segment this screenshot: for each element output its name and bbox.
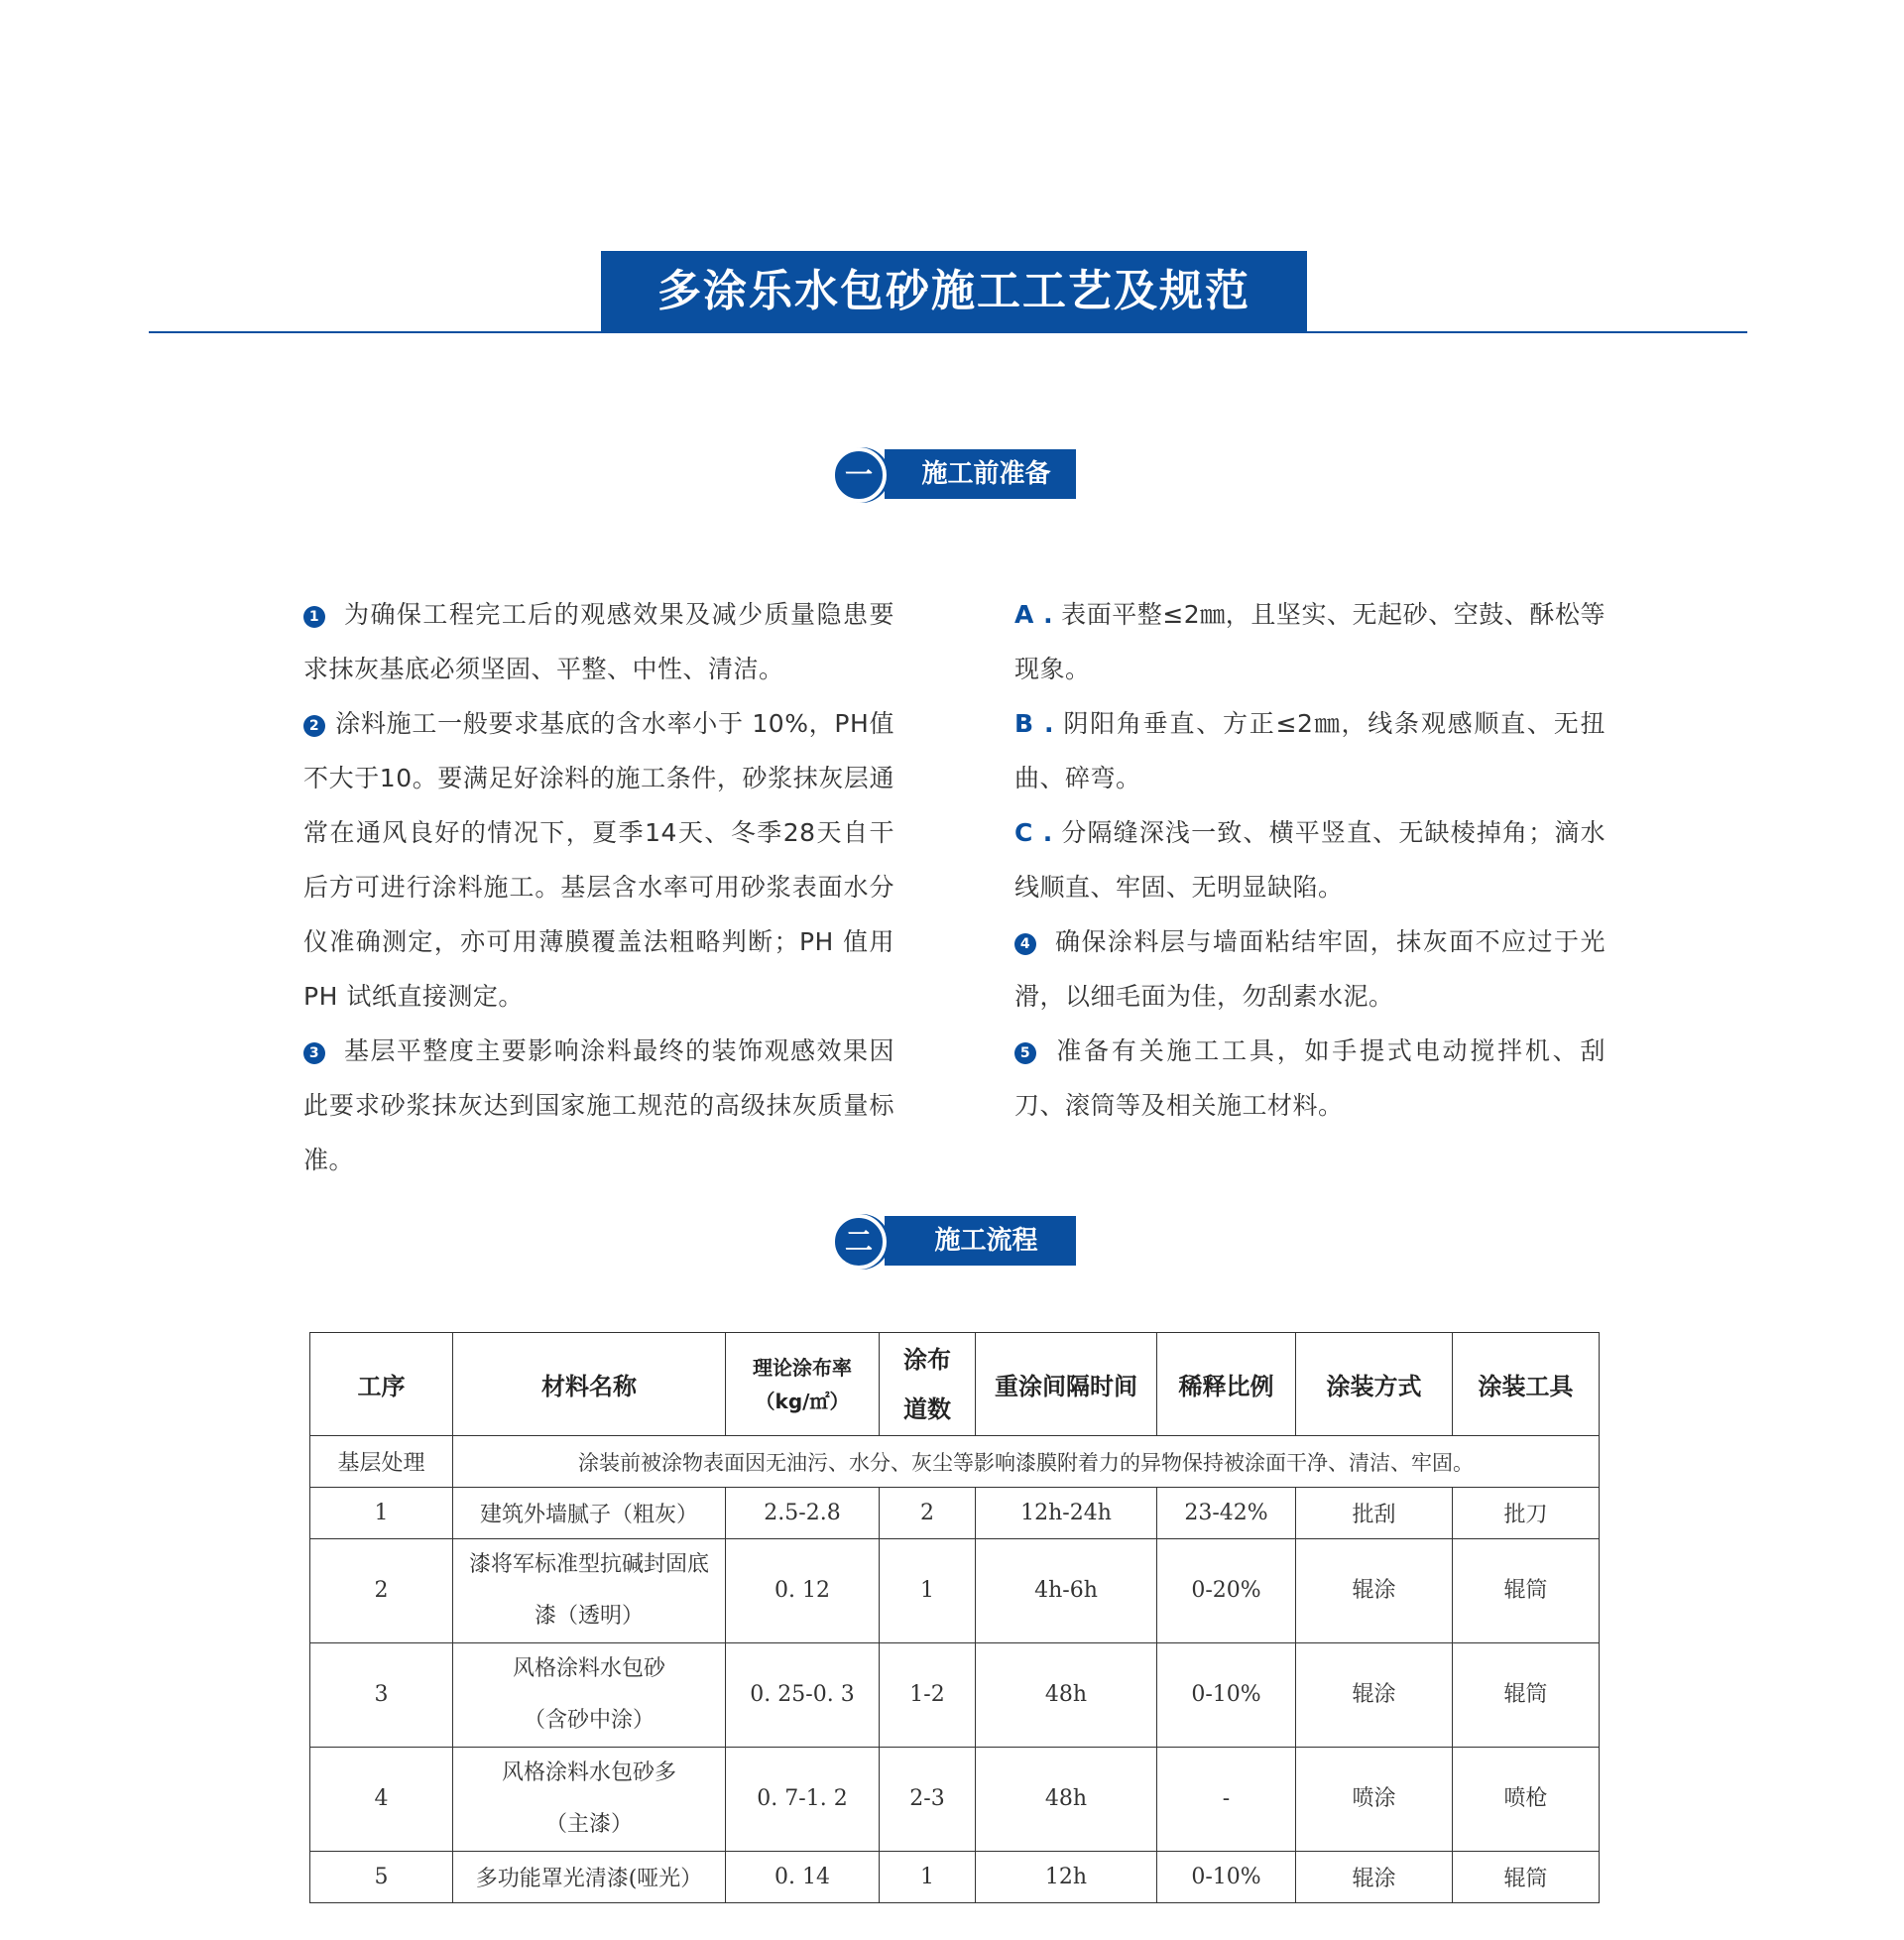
cell-tool: 辊筒 <box>1453 1539 1600 1643</box>
prep-left-column <box>303 587 894 1187</box>
cell-rate: 0. 25-0. 3 <box>726 1643 880 1748</box>
cell-step: 4 <box>310 1748 453 1852</box>
cell-step: 1 <box>310 1488 453 1539</box>
prep-item-3 <box>303 1024 894 1187</box>
header-coats-line2: 道数 <box>903 1394 951 1423</box>
cell-coats: 2-3 <box>880 1748 976 1852</box>
cell-tool: 批刀 <box>1453 1488 1600 1539</box>
cell-dilution: 0-20% <box>1157 1539 1296 1643</box>
prep-item-text: 准备有关施工工具，如手提式电动搅拌机、刮刀、滚筒等及相关施工材料。 <box>1014 1036 1606 1120</box>
prep-right-column <box>1014 587 1606 1133</box>
cell-material <box>453 1539 726 1643</box>
header-rate-line2: （kg/㎡） <box>755 1389 850 1413</box>
cell-step: 5 <box>310 1852 453 1903</box>
prep-item-text: 涂料施工一般要求基底的含水率小于 10%，PH值不大于10。要满足好涂料的施工条件，砂浆抹灰层通常在通风良好的情况下，夏季14天、冬季28天自干后方可进行涂料施工。基层含水率可用砂浆表面水分仪准确测定，亦可用薄膜覆盖法粗略判断；PH 值用 PH 试纸直接测定。 <box>303 709 894 1011</box>
cell-method: 辊涂 <box>1296 1643 1453 1748</box>
numbered-bullet-icon: 2 <box>303 715 325 737</box>
cell-method: 喷涂 <box>1296 1748 1453 1852</box>
material-line1: 风格涂料水包砂 <box>512 1656 665 1681</box>
cell-material <box>453 1748 726 1852</box>
section-label: 施工前准备 <box>885 449 1076 499</box>
cell-rate: 2.5-2.8 <box>726 1488 880 1539</box>
table-row <box>310 1643 1600 1748</box>
cell-dilution: 23-42% <box>1157 1488 1296 1539</box>
header-rate <box>726 1333 880 1436</box>
cell-rate: 0. 12 <box>726 1539 880 1643</box>
cell-dilution: - <box>1157 1748 1296 1852</box>
cell-rate: 0. 14 <box>726 1852 880 1903</box>
prep-item-b <box>1014 696 1606 805</box>
cell-rate: 0. 7-1. 2 <box>726 1748 880 1852</box>
material-line2: 漆（透明） <box>534 1604 644 1629</box>
section-header-prep <box>831 447 1079 503</box>
numbered-bullet-icon: 1 <box>303 606 325 628</box>
material-line1: 漆将军标准型抗碱封固底 <box>468 1552 709 1577</box>
cell-material: 建筑外墙腻子（粗灰） <box>453 1488 726 1539</box>
cell-material: 多功能罩光清漆(哑光） <box>453 1852 726 1903</box>
title-divider <box>149 331 1747 333</box>
prep-item-4 <box>1014 914 1606 1024</box>
cell-coats: 1 <box>880 1852 976 1903</box>
cell-interval: 48h <box>976 1643 1157 1748</box>
prep-item-5 <box>1014 1024 1606 1133</box>
prep-item-2 <box>303 696 894 1024</box>
prep-item-text: 分隔缝深浅一致、横平竖直、无缺棱掉角；滴水线顺直、牢固、无明显缺陷。 <box>1014 818 1606 902</box>
table-row <box>310 1852 1600 1903</box>
section-number-badge: 一 <box>831 447 887 503</box>
material-line2: （含砂中涂） <box>523 1708 654 1733</box>
section-number-badge: 二 <box>831 1214 887 1270</box>
cell-dilution: 0-10% <box>1157 1643 1296 1748</box>
header-coats <box>880 1333 976 1436</box>
header-interval: 重涂间隔时间 <box>976 1333 1157 1436</box>
table-row <box>310 1488 1600 1539</box>
letter-marker: C . <box>1014 818 1053 847</box>
numbered-bullet-icon: 4 <box>1014 933 1036 955</box>
prep-item-text: 确保涂料层与墙面粘结牢固，抹灰面不应过于光滑，以细毛面为佳，勿刮素水泥。 <box>1014 927 1606 1011</box>
cell-step: 2 <box>310 1539 453 1643</box>
header-step: 工序 <box>310 1333 453 1436</box>
table-row-base <box>310 1436 1600 1488</box>
prep-item-text: 基层平整度主要影响涂料最终的装饰观感效果因此要求砂浆抹灰达到国家施工规范的高级抹灰质量标准。 <box>303 1036 894 1174</box>
letter-marker: A . <box>1014 600 1054 629</box>
prep-item-text: 为确保工程完工后的观感效果及减少质量隐患要求抹灰基底必须坚固、平整、中性、清洁。 <box>303 600 894 683</box>
prep-item-1 <box>303 587 894 696</box>
cell-interval: 48h <box>976 1748 1157 1852</box>
cell-coats: 1 <box>880 1539 976 1643</box>
cell-step: 基层处理 <box>310 1436 453 1488</box>
prep-item-text: 阴阳角垂直、方正≤2㎜，线条观感顺直、无扭曲、碎弯。 <box>1014 709 1606 792</box>
cell-dilution: 0-10% <box>1157 1852 1296 1903</box>
header-tool: 涂装工具 <box>1453 1333 1600 1436</box>
cell-method: 辊涂 <box>1296 1539 1453 1643</box>
cell-tool: 喷枪 <box>1453 1748 1600 1852</box>
table-row <box>310 1539 1600 1643</box>
header-material: 材料名称 <box>453 1333 726 1436</box>
letter-marker: B . <box>1014 709 1055 738</box>
table-row <box>310 1748 1600 1852</box>
cell-base-note: 涂装前被涂物表面因无油污、水分、灰尘等影响漆膜附着力的异物保持被涂面干净、清洁、牢固。 <box>453 1436 1600 1488</box>
cell-interval: 4h-6h <box>976 1539 1157 1643</box>
cell-tool: 辊筒 <box>1453 1852 1600 1903</box>
cell-method: 批刮 <box>1296 1488 1453 1539</box>
process-table <box>309 1332 1600 1903</box>
header-method: 涂装方式 <box>1296 1333 1453 1436</box>
header-rate-line1: 理论涂布率 <box>753 1355 852 1380</box>
material-line1: 风格涂料水包砂多 <box>501 1760 676 1785</box>
numbered-bullet-icon: 3 <box>303 1042 325 1064</box>
header-dilution: 稀释比例 <box>1157 1333 1296 1436</box>
section-label: 施工流程 <box>885 1216 1076 1266</box>
page-title: 多涂乐水包砂施工工艺及规范 <box>601 251 1307 332</box>
prep-item-a <box>1014 587 1606 696</box>
cell-method: 辊涂 <box>1296 1852 1453 1903</box>
cell-interval: 12h-24h <box>976 1488 1157 1539</box>
section-header-process <box>831 1214 1079 1270</box>
prep-item-c <box>1014 805 1606 914</box>
cell-coats: 2 <box>880 1488 976 1539</box>
cell-step: 3 <box>310 1643 453 1748</box>
material-line2: （主漆） <box>544 1812 633 1837</box>
numbered-bullet-icon: 5 <box>1014 1042 1036 1064</box>
cell-material <box>453 1643 726 1748</box>
cell-tool: 辊筒 <box>1453 1643 1600 1748</box>
header-coats-line1: 涂布 <box>903 1345 951 1374</box>
table-header-row <box>310 1333 1600 1436</box>
cell-interval: 12h <box>976 1852 1157 1903</box>
prep-item-text: 表面平整≤2㎜，且坚实、无起砂、空鼓、酥松等现象。 <box>1014 600 1606 683</box>
cell-coats: 1-2 <box>880 1643 976 1748</box>
